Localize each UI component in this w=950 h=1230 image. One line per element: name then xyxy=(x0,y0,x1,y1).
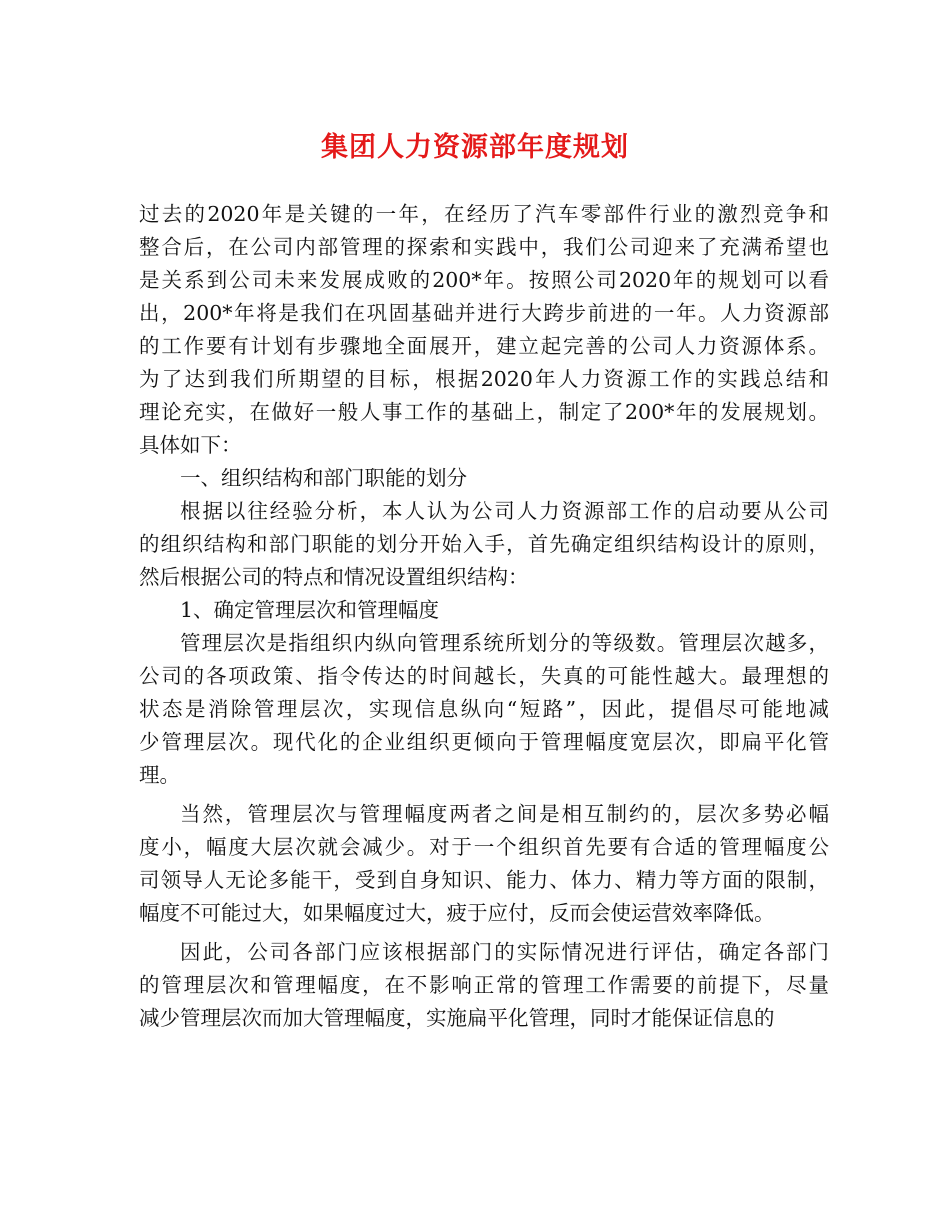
paragraph-line: 出，200*年将是我们在巩固基础并进行大跨步前进的一年。人力资源部 xyxy=(139,301,829,325)
paragraph-line: 为了达到我们所期望的目标，根据2020年人力资源工作的实践总结和 xyxy=(139,367,829,391)
paragraph-line: 是关系到公司未来发展成败的200*年。按照公司2020年的规划可以看 xyxy=(139,268,829,292)
paragraph-line: 理论充实，在做好一般人事工作的基础上，制定了200*年的发展规划。 xyxy=(139,400,829,424)
paragraph-line: 因此，公司各部门应该根据部门的实际情况进行评估，确定各部门 xyxy=(180,940,829,964)
document-body xyxy=(139,198,829,1035)
paragraph xyxy=(139,798,829,930)
paragraph-line: 司领导人无论多能干，受到自身知识、能力、体力、精力等方面的限制， xyxy=(139,868,829,892)
paragraph xyxy=(139,198,829,462)
paragraph-line: 的工作要有计划有步骤地全面展开，建立起完善的公司人力资源体系。 xyxy=(139,334,829,358)
paragraph-line: 状态是消除管理层次，实现信息纵向“短路”，因此，提倡尽可能地减 xyxy=(139,697,829,721)
paragraph-line: 具体如下： xyxy=(139,433,242,457)
paragraph xyxy=(139,462,829,495)
paragraph-line: 整合后，在公司内部管理的探索和实践中，我们公司迎来了充满希望也 xyxy=(139,235,829,259)
paragraph-line: 幅度不可能过大，如果幅度过大，疲于应付，反而会使运营效率降低。 xyxy=(139,901,775,925)
paragraph-line: 过去的2020年是关键的一年，在经历了汽车零部件行业的激烈竞争和 xyxy=(139,202,829,226)
paragraph-line: 一、组织结构和部门职能的划分 xyxy=(180,466,467,490)
paragraph-line: 的管理层次和管理幅度，在不影响正常的管理工作需要的前提下，尽量 xyxy=(139,973,829,997)
paragraph-line: 的组织结构和部门职能的划分开始入手，首先确定组织结构设计的原则， xyxy=(139,532,829,556)
paragraph-line: 公司的各项政策、指令传达的时间越长，失真的可能性越大。最理想的 xyxy=(139,664,829,688)
document-title: 集团人力资源部年度规划 xyxy=(321,132,629,163)
paragraph-line: 1、确定管理层次和管理幅度 xyxy=(180,598,440,622)
paragraph-line: 然后根据公司的特点和情况设置组织结构： xyxy=(139,565,529,589)
paragraph-line: 管理层次是指组织内纵向管理系统所划分的等级数。管理层次越多， xyxy=(180,631,829,655)
paragraph-line: 少管理层次。现代化的企业组织更倾向于管理幅度宽层次，即扁平化管 xyxy=(139,730,829,754)
paragraph xyxy=(139,627,829,792)
paragraph xyxy=(139,594,829,627)
paragraph-line: 当然，管理层次与管理幅度两者之间是相互制约的，层次多势必幅 xyxy=(180,802,829,826)
paragraph-line: 度小，幅度大层次就会减少。对于一个组织首先要有合适的管理幅度公 xyxy=(139,835,829,859)
paragraph-line: 减少管理层次而加大管理幅度，实施扁平化管理，同时才能保证信息的 xyxy=(139,1006,775,1030)
paragraph xyxy=(139,495,829,594)
paragraph-line: 根据以往经验分析，本人认为公司人力资源部工作的启动要从公司 xyxy=(180,499,829,523)
paragraph-line: 理。 xyxy=(139,763,180,787)
paragraph xyxy=(139,936,829,1035)
